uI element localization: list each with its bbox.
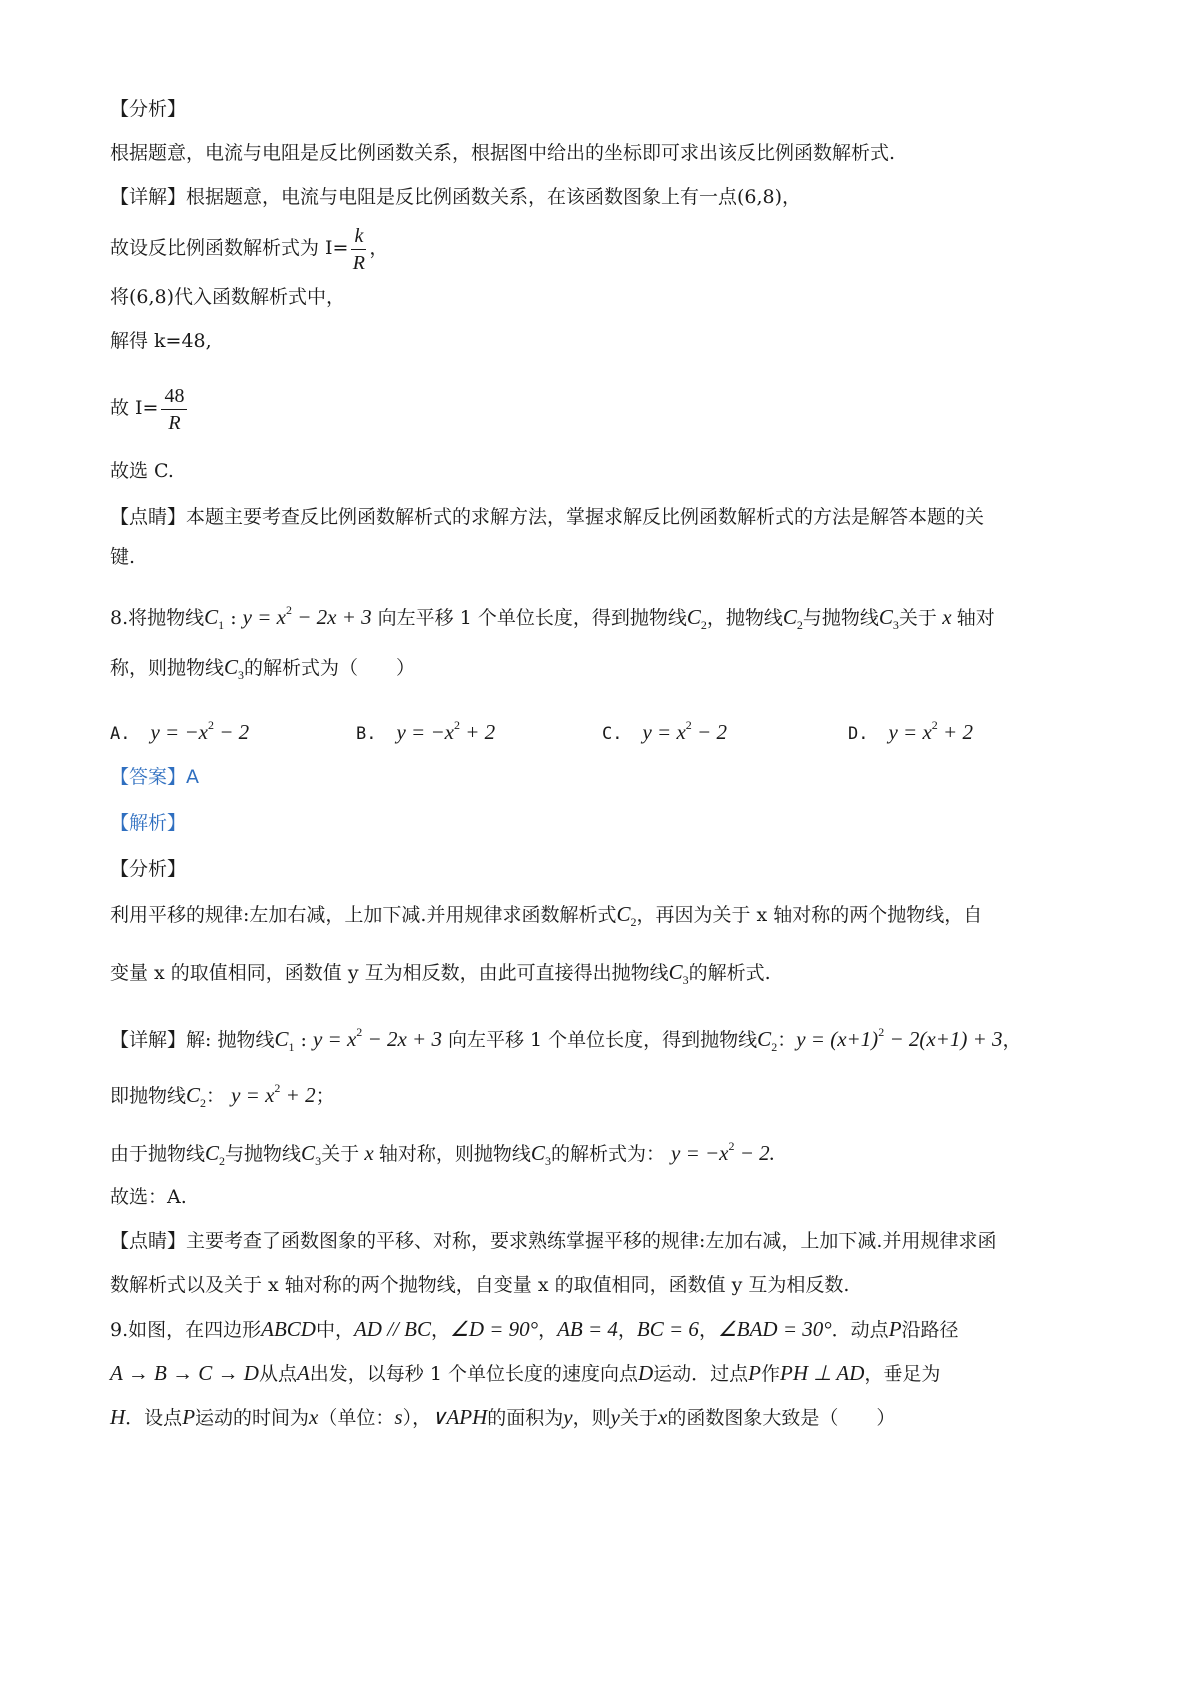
set-formula-line: 故设反比例函数解析式为 I= $\frac{k}{R}$ ，	[110, 224, 389, 274]
q8-explain-heading: 【解析】	[110, 812, 187, 834]
comment-continuation: 键.	[110, 546, 136, 568]
q8-analysis-heading: 【分析】	[110, 858, 187, 880]
q8-comment-line1: 【点睛】主要考查了函数图象的平移、对称，要求熟练掌握平移的规律:左加右减，上加下减.并用规律求函	[110, 1230, 997, 1252]
analysis-text: 根据题意，电流与电阻是反比例函数关系，根据图中给出的坐标即可求出该反比例函数解析式.	[110, 142, 896, 164]
q8-analysis-line1: 利用平移的规律:左加右减，上加下减.并用规律求函数解析式$C_2$，再因为关于 x 轴对称的两个抛物线，自	[110, 902, 983, 929]
q8-option-d: D. $y = x^2 + 2$	[848, 718, 973, 744]
q8-detail-line2: 即抛物线$C_2$： $y = x^2 + 2$；	[110, 1081, 335, 1110]
q8-option-c: C. $y = x^2 - 2$	[602, 718, 727, 744]
q8-detail-line1: 【详解】解: 抛物线$C_1$ : $y = x^2 - 2x + 3$ 向左平移 1 个单位长度，得到抛物线$C_2$：$y = (x+1)^2 - 2(x+1) + 3$，	[110, 1025, 1022, 1054]
q8-option-b: B. $y = -x^2 + 2$	[356, 718, 496, 744]
choose-line: 故选 C.	[110, 460, 174, 482]
comment-line: 【点睛】本题主要考查反比例函数解析式的求解方法，掌握求解反比例函数解析式的方法是解答本题的关	[110, 506, 985, 528]
detail-line: 【详解】根据题意，电流与电阻是反比例函数关系，在该函数图象上有一点(6,8)，	[110, 186, 802, 208]
q8-detail-line3: 由于抛物线$C_2$与抛物线$C_3$关于 x 轴对称，则抛物线$C_3$的解析式为： $y = -x^2 - 2$.	[110, 1139, 775, 1168]
q9-stem-line1: 9.如图，在四边形ABCD中，AD // BC，∠D = 90°，AB = 4，BC = 6，∠BAD = 30°．动点P沿路径	[110, 1317, 959, 1341]
q8-stem-line1: 8.将抛物线$C_1$ : $y = x^2 - 2x + 3$ 向左平移 1 个单位长度，得到抛物线$C_2$，抛物线$C_2$与抛物线$C_3$关于 x 轴对	[110, 603, 995, 632]
q8-answer: 【答案】A	[110, 766, 200, 788]
fraction-k-over-r: $\frac{k}{R}$	[352, 224, 366, 274]
q8-option-a: A. $y = -x^2 - 2$	[110, 718, 250, 744]
q9-stem-line2: A → B → C → D从点A出发，以每秒 1 个单位长度的速度向点D运动．过点P作PH ⊥ AD，垂足为	[110, 1361, 941, 1385]
substitute-line: 将(6,8)代入函数解析式中，	[110, 286, 346, 308]
fraction-48-over-r: $\frac{48}{R}$	[161, 383, 187, 436]
q9-stem-line3: H．设点P运动的时间为x（单位：s），∨APH的面积为y，则y关于x的函数图象大致是（ ）	[110, 1405, 896, 1429]
q8-choose: 故选：A.	[110, 1186, 187, 1208]
q8-analysis-line2: 变量 x 的取值相同，函数值 y 互为相反数，由此可直接得出抛物线$C_3$的解析式.	[110, 960, 771, 987]
q8-comment-line2: 数解析式以及关于 x 轴对称的两个抛物线，自变量 x 的取值相同，函数值 y 互为相反数.	[110, 1274, 850, 1296]
analysis-heading: 【分析】	[110, 98, 187, 120]
solve-line: 解得 k=48,	[110, 330, 212, 352]
result-formula-line: 故 I= $\frac{48}{R}$	[110, 380, 190, 436]
q8-stem-line2: 称，则抛物线$C_3$的解析式为（ ）	[110, 655, 416, 682]
